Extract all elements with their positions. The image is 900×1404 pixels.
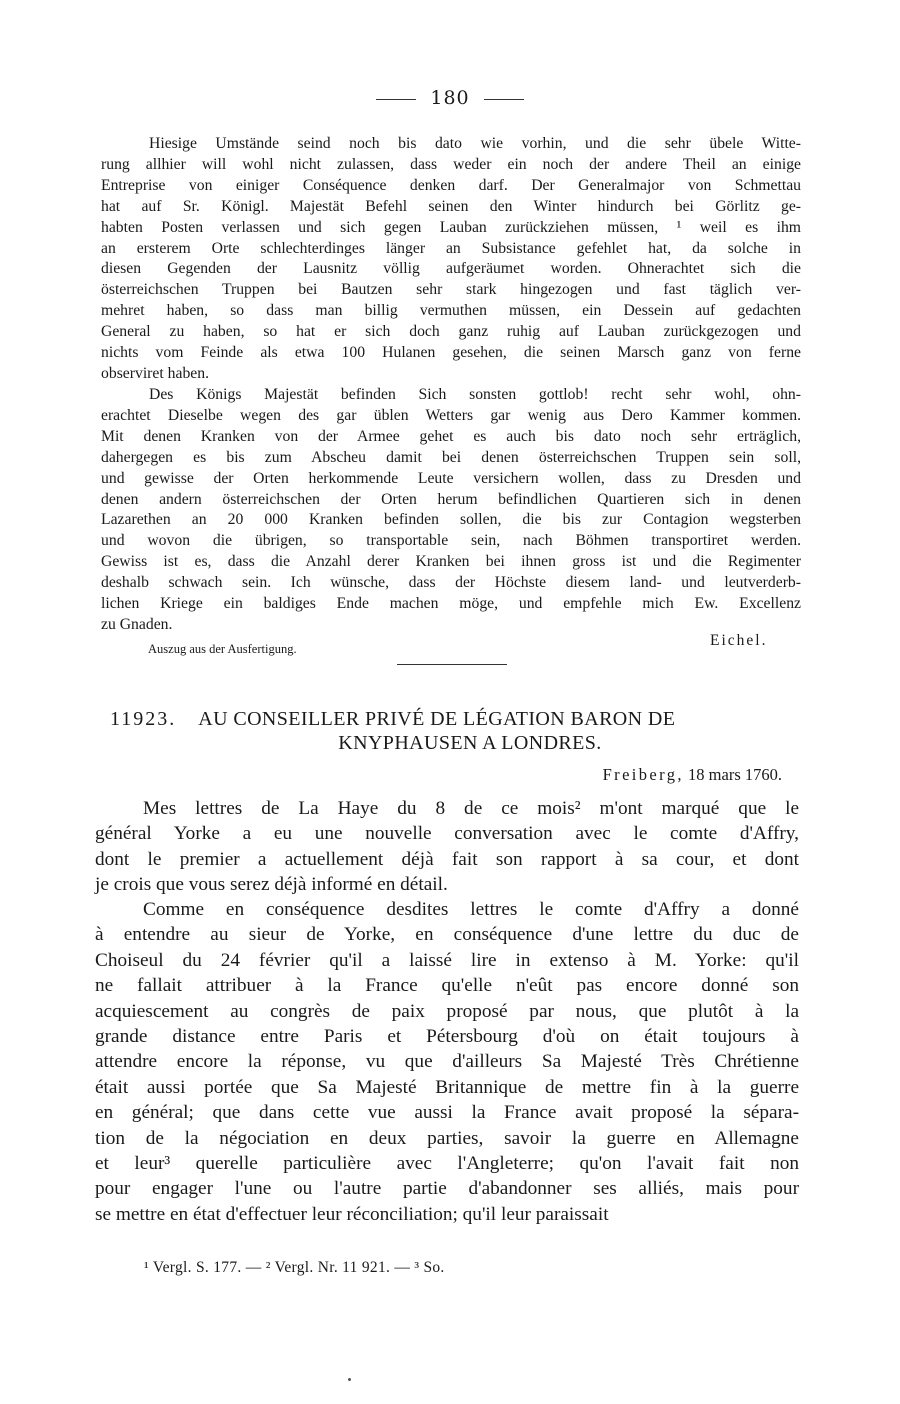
text-line: deshalb schwach sein. Ich wünsche, dass der Höchste diesem land- und leutverderb- [101, 574, 801, 592]
text-line: General zu haben, so hat er sich doch ganz ruhig auf Lauban zurückgezogen und [101, 323, 801, 341]
text-line: Entreprise von einiger Conséquence denken darf. Der Generalmajor von Schmettau [101, 176, 801, 194]
page-number-dash-left [376, 99, 416, 100]
page-number-text: 180 [430, 87, 470, 109]
letter2-paragraph2 [95, 897, 799, 1227]
print-speck [348, 1378, 351, 1381]
footnotes: ¹ Vergl. S. 177. — ² Vergl. Nr. 11 921. — ³ So. [144, 1259, 445, 1276]
text-line: Lazarethen an 20 000 Kranken befinden sollen, die bis zur Contagion wegsterben [101, 511, 801, 529]
text-line: und gewisse der Orten herkommende Leute versichern wollen, dass zu Dresden und [101, 469, 801, 487]
text-line: se mettre en état d'effectuer leur réconciliation; qu'il leur paraissait [95, 1203, 609, 1225]
text-line: und wovon die übrigen, so transportable sein, nach Böhmen transportiret werden. [101, 532, 801, 550]
text-line: dahergegen es bis zum Abscheu damit bei denen österreichschen Truppen sein soll, [101, 448, 801, 466]
text-line: zu Gnaden. [101, 615, 173, 633]
text-line: Choiseul du 24 février qu'il a laissé lire in extenso à M. Yorke: qu'il [95, 949, 799, 971]
text-line: était aussi portée que Sa Majesté Britannique de mettre fin à la guerre [95, 1076, 799, 1098]
signature: Eichel. [710, 632, 768, 649]
section-divider [397, 664, 507, 665]
text-line: acquiescement au congrès de paix proposé par nous, que plutôt à la [95, 1000, 799, 1022]
heading-line2: KNYPHAUSEN A LONDRES. [338, 732, 602, 754]
text-line: en général; que dans cette vue aussi la France avait proposé la sépara- [95, 1102, 799, 1124]
text-line: rung allhier will wohl nicht zulassen, dass weder ein noch der andere Theil an einige [101, 155, 801, 173]
text-line: à entendre au sieur de Yorke, en conséquence d'une lettre du duc de [95, 924, 799, 946]
text-line: et leur³ querelle particulière avec l'Angleterre; qu'on l'avait fait non [95, 1153, 799, 1175]
text-line: tion de la négociation en deux parties, savoir la guerre en Allemagne [95, 1127, 799, 1149]
text-line: Mes lettres de La Haye du 8 de ce mois² m'ont marqué que le [143, 798, 799, 819]
text-line: ne fallait attribuer à la France qu'elle n'eût pas encore donné son [95, 975, 799, 997]
text-line: habten Posten verlassen und sich gegen Lauban zurückziehen müssen, ¹ weil es ihm [101, 218, 801, 236]
letter1-paragraph2 [101, 385, 801, 636]
text-line: Hiesige Umstände seind noch bis dato wie vorhin, und die sehr übele Witte- [149, 135, 801, 152]
text-line: an ersterem Orte schlechterdinges länger an Subsistance gefehlet hat, da solche in [101, 239, 801, 257]
text-line: diesen Gegenden der Lausnitz völlig aufgeräumet worden. Ohnerachtet sich die [101, 260, 801, 278]
text-line: denen andern österreichschen der Orten herum befindlichen Quartieren sich in denen [101, 490, 801, 508]
text-line: erachtet Dieselbe wegen des gar üblen Wetters gar wenig aus Dero Kammer kommen. [101, 406, 801, 424]
letter2-paragraph1 [95, 796, 799, 898]
text-line: Mit denen Kranken von der Armee gehet es auch bis dato noch sehr erträglich, [101, 427, 801, 445]
source-note: Auszug aus der Ausfertigung. [148, 642, 297, 656]
text-line: nichts vom Feinde als etwa 100 Hulanen gesehen, die seinen Marsch ganz von ferne [101, 344, 801, 362]
text-line: général Yorke a eu une nouvelle conversation avec le comte d'Affry, [95, 823, 799, 845]
text-line: grande distance entre Paris et Pétersbourg d'où on était toujours à [95, 1026, 799, 1048]
letter1-paragraph1 [101, 134, 801, 385]
text-line: pour engager l'une ou l'autre partie d'abandonner ses alliés, mais pour [95, 1178, 799, 1200]
page-number-dash-right [484, 99, 524, 100]
text-line: je crois que vous serez déjà informé en détail. [95, 874, 448, 896]
page-number [0, 87, 900, 109]
place-date [603, 765, 782, 785]
text-line: Des Königs Majestät befinden Sich sonsten gottlob! recht sehr wohl, ohn- [149, 386, 801, 403]
text-line: lichen Kriege ein baldiges Ende machen möge, und empfehle mich Ew. Excellenz [101, 595, 801, 613]
place: Freiberg, [602, 765, 684, 784]
text-line: dont le premier a actuellement déjà fait son rapport à sa cour, et dont [95, 848, 799, 870]
text-line: Gewiss ist es, dass die Anzahl derer Kranken bei ihnen gross ist und die Regimenter [101, 553, 801, 571]
heading-line1: AU CONSEILLER PRIVÉ DE LÉGATION BARON DE [198, 708, 676, 730]
date: 18 mars 1760. [688, 765, 782, 784]
letter-heading [110, 707, 790, 755]
text-line: österreichschen Truppen bei Bautzen sehr stark hingezogen und fast täglich ver- [101, 281, 801, 299]
text-line: Comme en conséquence desdites lettres le comte d'Affry a donné [143, 899, 799, 920]
text-line: mehret haben, so dass man billig vermuthen müssen, ein Dessein auf gedachten [101, 302, 801, 320]
text-line: attendre encore la réponse, vu que d'ailleurs Sa Majesté Très Chrétienne [95, 1051, 799, 1073]
text-line: hat auf Sr. Königl. Majestät Befehl seinen den Winter hindurch bei Görlitz ge- [101, 197, 801, 215]
letter-number: 11923. [110, 708, 177, 730]
text-line: observiret haben. [101, 364, 210, 382]
